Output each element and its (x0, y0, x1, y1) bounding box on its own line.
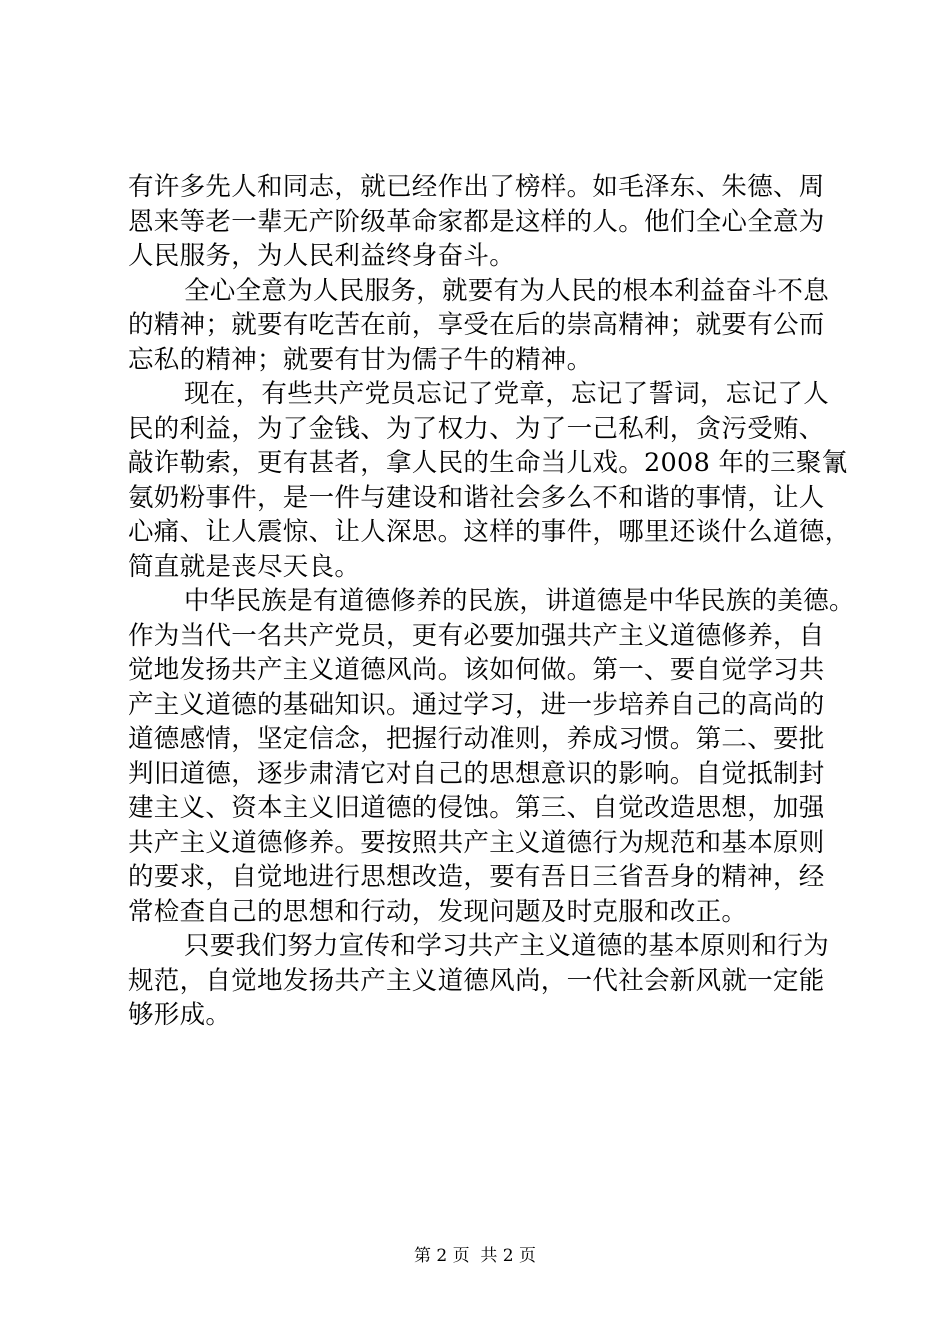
text-line: 常检查自己的思想和行动，发现问题及时克服和改正。 (128, 896, 748, 927)
text-line: 觉地发扬共产主义道德风尚。该如何做。第一、要自觉学习共 (128, 655, 825, 685)
document-body (128, 170, 855, 1033)
text-line: 的精神；就要有吃苦在前，享受在后的崇高精神；就要有公而 (128, 310, 825, 340)
text-line: 心痛、让人震惊、让人深思。这样的事件，哪里还谈什么道德， (128, 517, 851, 547)
text-line: 有许多先人和同志，就已经作出了榜样。如毛泽东、朱德、周 (128, 172, 825, 202)
text-line: 忘私的精神；就要有甘为儒子牛的精神。 (128, 344, 593, 375)
text-line: 作为当代一名共产党员，更有必要加强共产主义道德修养，自 (128, 620, 825, 651)
paragraph-1 (128, 170, 840, 274)
text-line: 敲诈勒索，更有甚者，拿人民的生命当儿戏。2008 年的三聚氰 (128, 448, 848, 478)
paragraph-2 (128, 274, 840, 378)
paragraph-5 (128, 929, 840, 1033)
text-line: 现在，有些共产党员忘记了党章，忘记了誓词，忘记了人 (184, 379, 830, 409)
text-line: 人民服务，为人民利益终身奋斗。 (128, 241, 516, 271)
text-line: 中华民族是有道德修养的民族，讲道德是中华民族的美德。 (184, 586, 855, 616)
text-line: 的要求，自觉地进行思想改造，要有吾日三省吾身的精神，经 (128, 862, 825, 892)
text-line: 规范，自觉地发扬共产主义道德风尚，一代社会新风就一定能 (128, 965, 825, 996)
text-line: 建主义、资本主义旧道德的侵蚀。第三、自觉改造思想，加强 (128, 793, 825, 823)
text-line: 产主义道德的基础知识。通过学习，进一步培养自己的高尚的 (128, 689, 825, 720)
text-line: 恩来等老一辈无产阶级革命家都是这样的人。他们全心全意为 (128, 206, 825, 237)
paragraph-4 (128, 584, 855, 929)
text-line: 只要我们努力宣传和学习共产主义道德的基本原则和行为 (184, 931, 830, 961)
page-footer (0, 1244, 950, 1268)
text-line: 道德感情，坚定信念，把握行动准则，养成习惯。第二、要批 (128, 724, 825, 754)
text-line: 民的利益，为了金钱、为了权力、为了一己私利，贪污受贿、 (128, 413, 825, 444)
text-line: 全心全意为人民服务，就要有为人民的根本利益奋斗不息 (184, 275, 830, 306)
page-number-label: 第 2 页 共 2 页 (413, 1246, 537, 1266)
text-line: 判旧道德，逐步肃清它对自己的思想意识的影响。自觉抵制封 (128, 758, 825, 789)
text-line: 共产主义道德修养。要按照共产主义道德行为规范和基本原则 (128, 827, 825, 858)
text-line: 简直就是丧尽天良。 (128, 551, 361, 582)
text-line: 够形成。 (128, 1000, 232, 1030)
paragraph-3 (128, 377, 851, 584)
text-line: 氨奶粉事件，是一件与建设和谐社会多么不和谐的事情，让人 (128, 482, 825, 513)
